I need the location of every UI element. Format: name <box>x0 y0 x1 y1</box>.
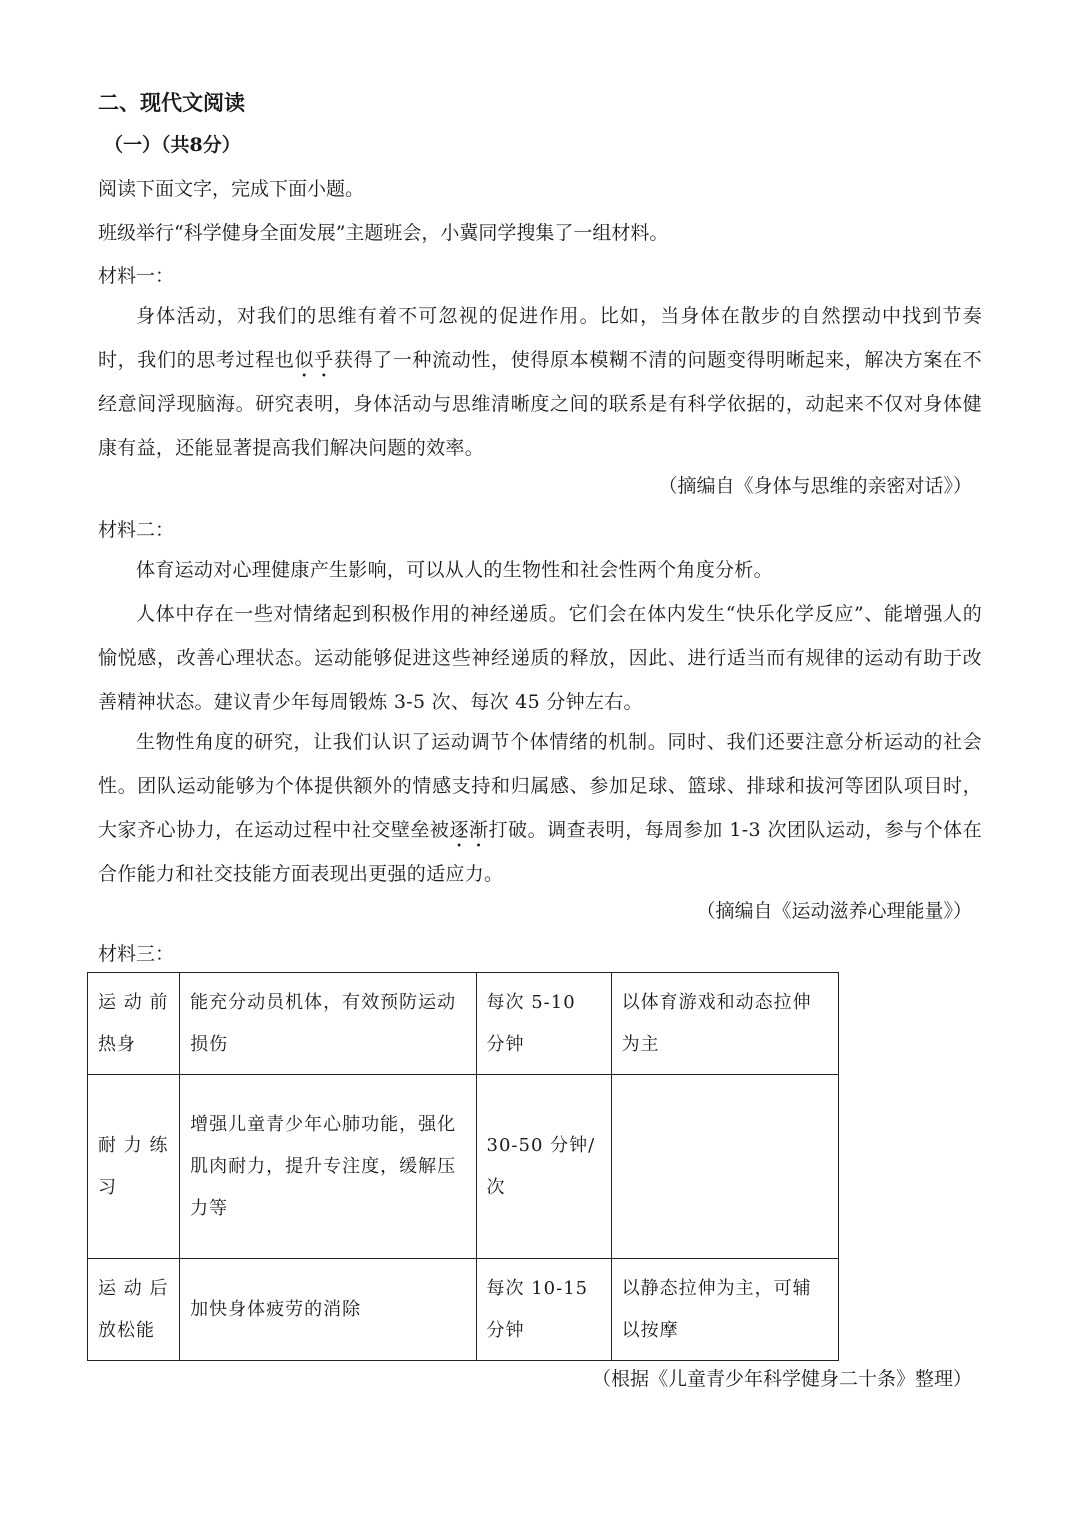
material2-paragraph-3 <box>98 720 982 896</box>
table-cell: 30-50 分钟/次 <box>476 1075 611 1259</box>
material1-source: （摘编自《身体与思维的亲密对话》） <box>658 475 972 497</box>
material1-paragraph <box>98 294 982 470</box>
table-cell: 耐 力 练习 <box>88 1075 180 1259</box>
material2-paragraph-1: 体育运动对心理健康产生影响，可以从人的生物性和社会性两个角度分析。 <box>136 559 773 581</box>
material2-paragraph-2: 人体中存在一些对情绪起到积极作用的神经递质。它们会在体内发生“快乐化学反应”、能增强人的愉悦感，改善心理状态。运动能够促进这些神经递质的释放，因此、进行适当而有规律的运动有助于改善精神状态。建议青少年每周锻炼 3-5 次、每次 45 分钟左右。 <box>98 603 982 713</box>
table-cell: 以体育游戏和动态拉伸为主 <box>611 973 838 1075</box>
material2-source: （摘编自《运动滋养心理能量》） <box>696 900 972 922</box>
table-row <box>88 973 839 1075</box>
material2-label: 材料二： <box>98 519 175 541</box>
material3-source: （根据《儿童青少年科学健身二十条》整理） <box>591 1368 972 1390</box>
material1-text-b: 获得了一种流动性，使得原本模糊不清的问题变得明晰起来，解决方案在不经意间浮现脑海。研究表明，身体活动与思维清晰度之间的联系是有科学依据的，动起来不仅对身体健康有益，还能显著提高我们解决问题的效率。 <box>98 349 982 459</box>
table-cell: 运 动 前热身 <box>88 973 180 1075</box>
table-cell: 增强儿童青少年心肺功能，强化肌肉耐力，提升专注度，缓解压力等 <box>180 1075 476 1259</box>
material2-emphasis: 逐渐 <box>449 819 489 841</box>
section-heading: 二、现代文阅读 <box>98 90 245 115</box>
part-heading: （一）（共8分） <box>104 134 241 156</box>
table-cell <box>611 1075 838 1259</box>
exercise-table <box>87 972 839 1361</box>
table-cell: 每次 10-15 分钟 <box>476 1259 611 1361</box>
material1-label: 材料一： <box>98 265 175 287</box>
instruction-text: 阅读下面文字，完成下面小题。 <box>98 178 365 200</box>
table-cell: 运 动 后放松能 <box>88 1259 180 1361</box>
material1-emphasis: 似乎 <box>294 349 334 371</box>
table-cell: 以静态拉伸为主，可辅以按摩 <box>611 1259 838 1361</box>
material2-text-b: 打破。调查表明，每周参加 1-3 次团队运动，参与个体在合作能力和社交技能方面表现出更强的适应力。 <box>98 819 983 885</box>
table-row <box>88 1259 839 1361</box>
material1-text-a: 身体活动，对我们的思维有着不可忽视的促进作用。比如，当身体在散步的自然摆动中找到节奏时，我们的思考过程也 <box>98 305 982 371</box>
intro-text: 班级举行“科学健身全面发展”主题班会，小冀同学搜集了一组材料。 <box>98 222 669 244</box>
material3-label: 材料三： <box>98 943 175 965</box>
material2-text-a: 生物性角度的研究，让我们认识了运动调节个体情绪的机制。同时、我们还要注意分析运动的社会性。团队运动能够为个体提供额外的情感支持和归属感、参加足球、篮球、排球和拔河等团队项目时，大家齐心协力，在运动过程中社交壁垒被 <box>98 731 982 841</box>
table-row <box>88 1075 839 1259</box>
table-cell: 每次 5-10 分钟 <box>476 973 611 1075</box>
table-cell: 能充分动员机体，有效预防运动损伤 <box>180 973 476 1075</box>
table-cell: 加快身体疲劳的消除 <box>180 1259 476 1361</box>
